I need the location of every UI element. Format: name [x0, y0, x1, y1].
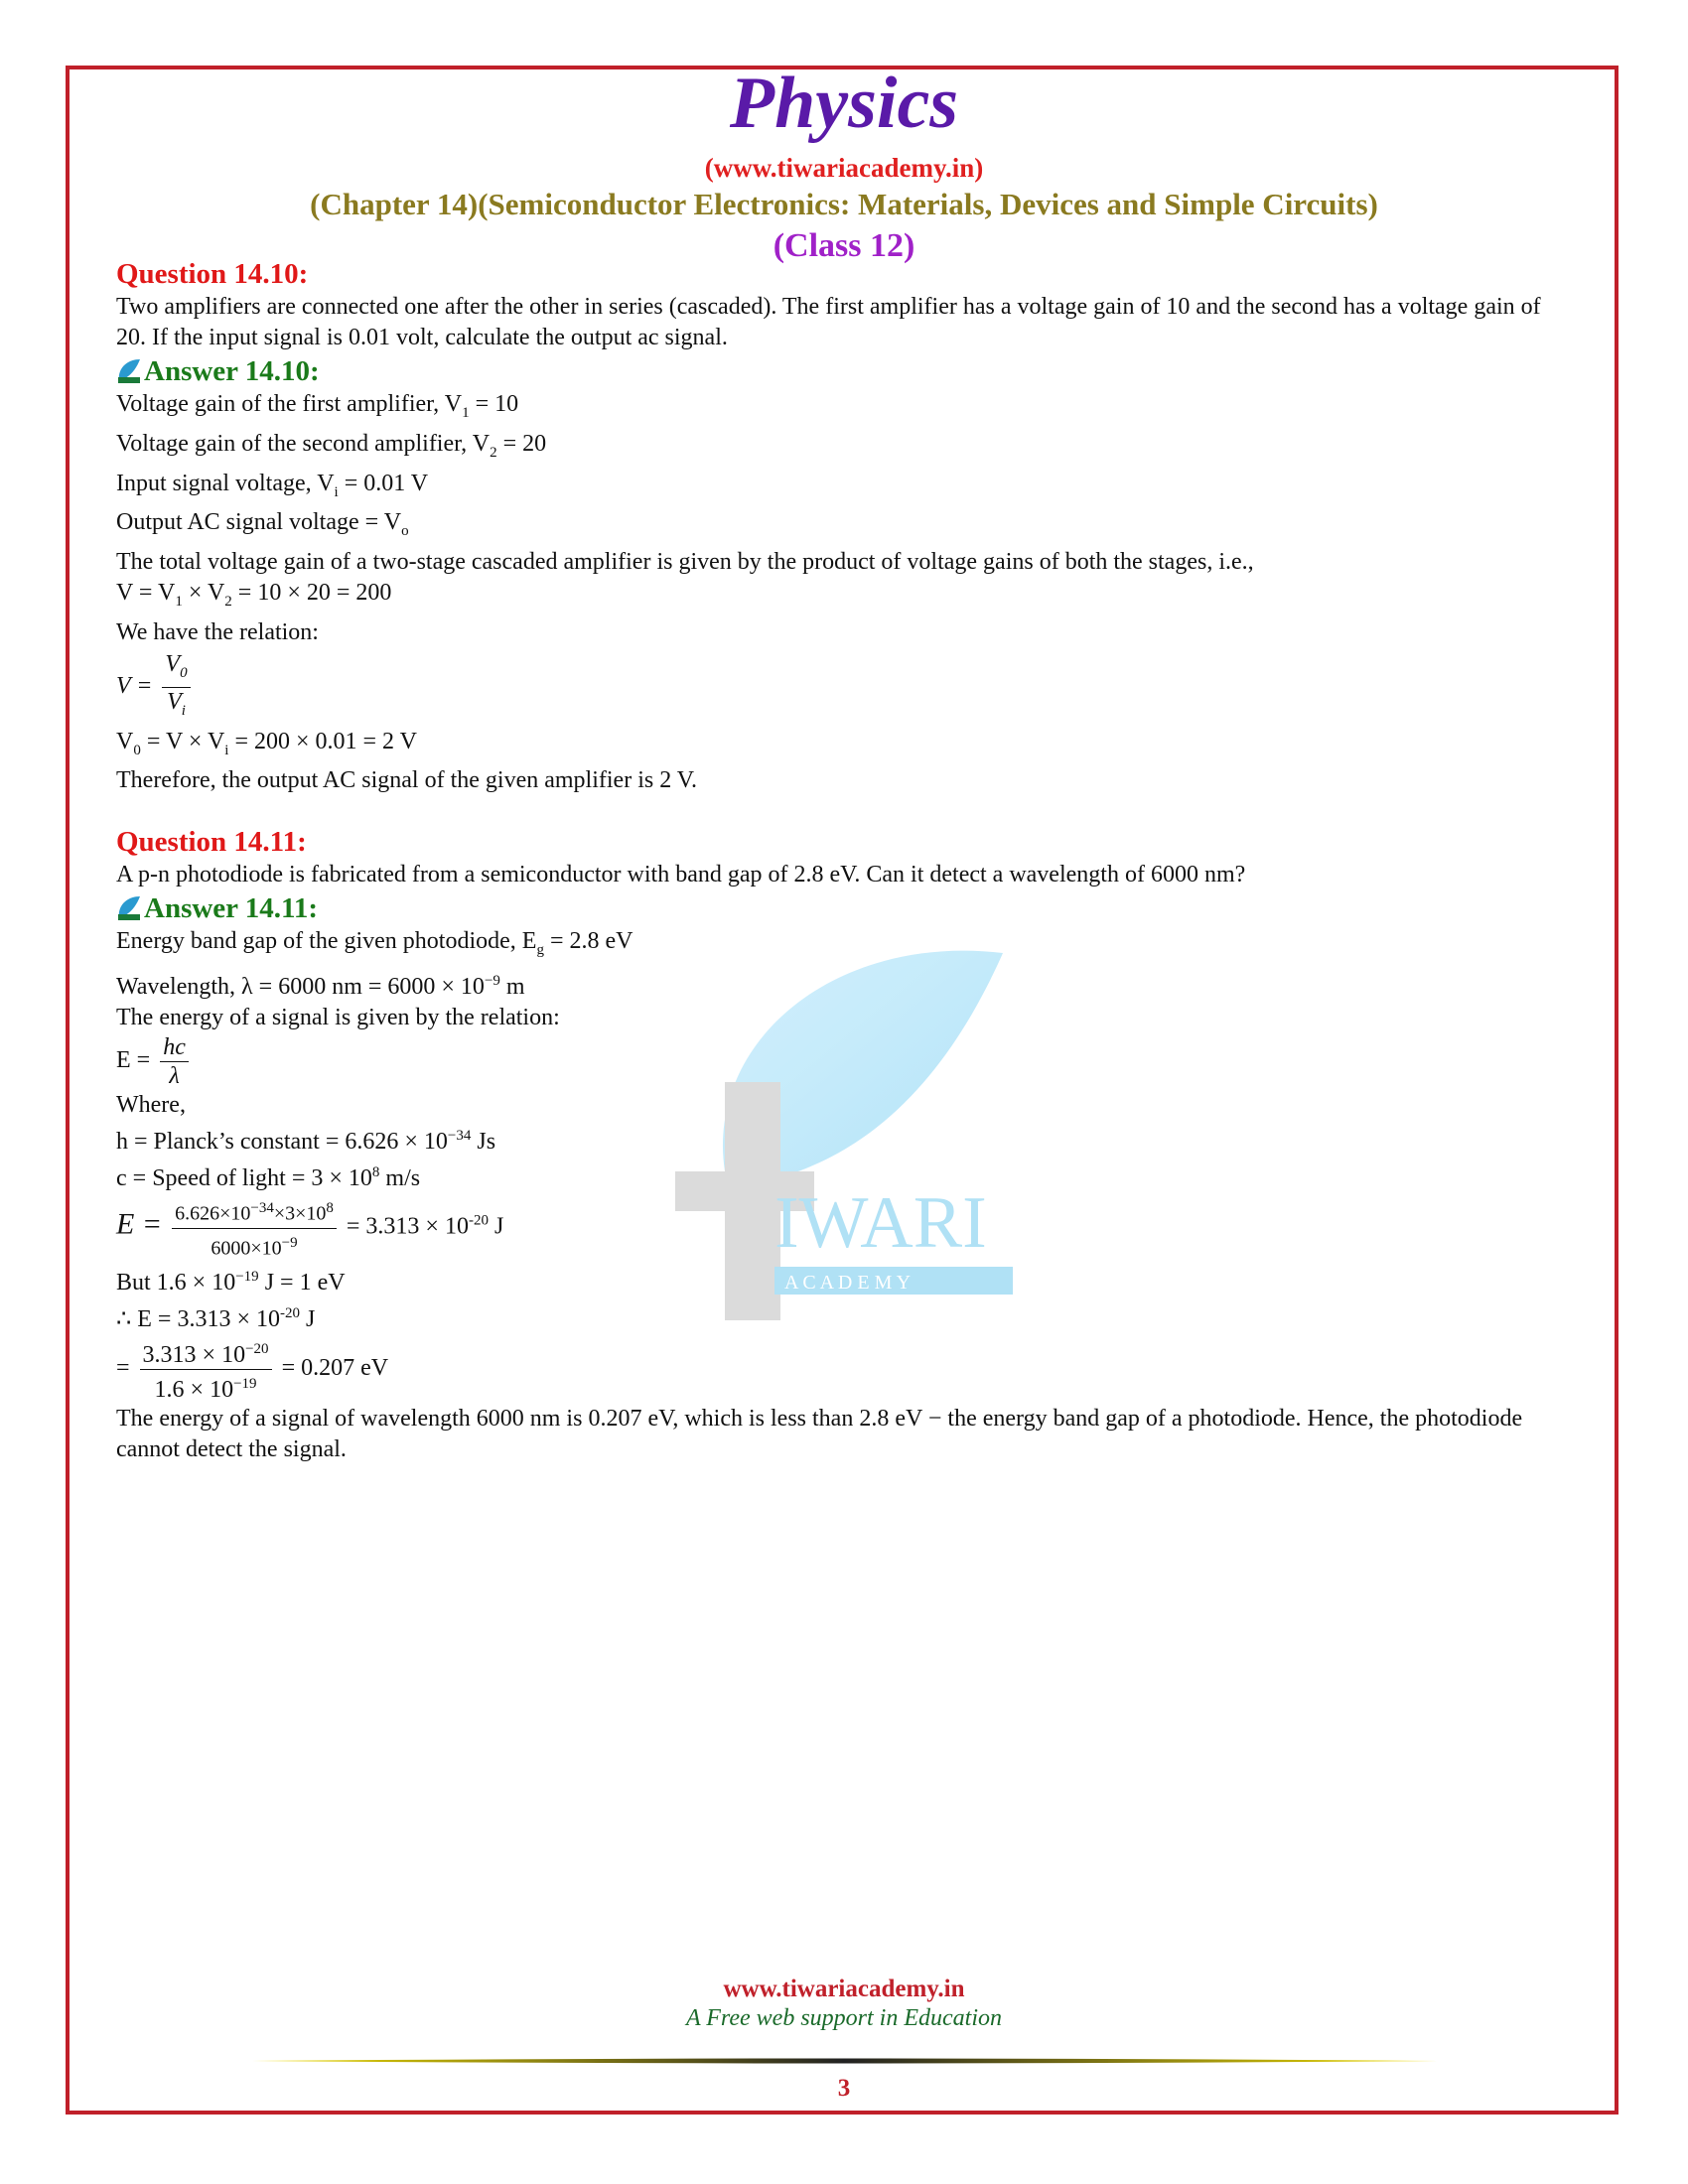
header-site: (www.tiwariacademy.in): [704, 153, 984, 183]
answer-line: The energy of a signal is given by the relation:: [116, 1005, 560, 1031]
watermark-word: IWARI: [774, 1182, 987, 1264]
answer-line: Input signal voltage, $V_i = 0.01$ V: [116, 470, 429, 500]
answer-heading-text: Answer 14.11:: [144, 892, 319, 925]
answer-conclusion: Therefore, the output AC signal of the given amplifier is 2 V.: [116, 767, 697, 794]
answer-line: h = Planck’s constant = $6.626 \times 10^{-34}$ Js: [116, 1128, 496, 1156]
leaf-logo-icon: [116, 894, 142, 922]
main-content: [116, 256, 1576, 1465]
answer-line: Energy band gap of the given photodiode, $E_g = 2.8$ eV: [116, 928, 633, 959]
answer-line: $V = V_1 \times V_2 = 10 \times 20 = 200$: [116, 580, 392, 610]
energy-formula: E = $\frac{hc}{\lambda}$: [116, 1033, 1576, 1090]
answer-line: Output AC signal voltage = $V_o$: [116, 509, 409, 540]
answer-heading-text: Answer 14.10:: [144, 355, 320, 387]
page-number: 3: [837, 2075, 851, 2102]
answer-line: c = Speed of light = $3 \times 10^8$ m/s: [116, 1164, 421, 1192]
leaf-logo-icon: [116, 357, 142, 385]
page-title: Physics: [729, 63, 959, 144]
ev-conversion: = $\frac{3.313 \times 10^{-20}}{1.6 \times 10^{-19}}$ = 0.207 eV: [116, 1335, 1576, 1404]
answer-line: ∴ $E = 3.313 \times 10^{-20}$ J: [116, 1305, 316, 1333]
gain-formula: V = $\frac{V_0}{V_i}$: [116, 650, 1576, 725]
answer-line: Voltage gain of the first amplifier, $V_1 = 10$: [116, 391, 519, 421]
energy-calculation: E = $\frac{6.626\times 10^{-34}\times 3\times 10^8}{6000\times 10^{-9}}$ = $3.313 \times 10^{-20}$ J: [116, 1194, 1576, 1262]
answer-line: Voltage gain of the second amplifier, $V_2 = 20$: [116, 430, 547, 461]
page-header: [0, 60, 1688, 268]
answer-line: We have the relation:: [116, 618, 319, 645]
answer-line: The total voltage gain of a two-stage cascaded amplifier is given by the product of voltage gains of both the stages, i.e.,: [116, 549, 1254, 576]
question-text: Two amplifiers are connected one after the other in series (cascaded). The first amplifier has a voltage gain of 10 and the second has a voltage gain of 20. If the input signal is 0.01 volt, calculate the output ac signal.: [116, 294, 1541, 350]
question-heading: Question 14.11:: [116, 826, 307, 859]
answer-line: But $1.6 \times 10^{-19}$ J = 1 eV: [116, 1269, 346, 1297]
watermark-sub: A C A D E M Y: [784, 1272, 912, 1294]
class-label: (Class 12): [773, 227, 915, 264]
question-heading: Question 14.10:: [116, 258, 309, 290]
footer-site-link[interactable]: www.tiwariacademy.in: [723, 1976, 965, 2002]
question-text: A p-n photodiode is fabricated from a semiconductor with band gap of 2.8 eV. Can it detect a wavelength of 6000 nm?: [116, 862, 1246, 888]
page-footer: [0, 1976, 1688, 2032]
answer-conclusion: The energy of a signal of wavelength 6000 nm is 0.207 eV, which is less than 2.8 eV − the energy band gap of a photodiode. Hence, the photodiode cannot detect the signal.: [116, 1406, 1523, 1463]
answer-heading: [116, 353, 1576, 389]
answer-line: Where,: [116, 1092, 186, 1119]
footer-tagline: A Free web support in Education: [686, 2005, 1002, 2031]
answer-heading: [116, 890, 1576, 926]
answer-line: $V_0 = V \times V_i = 200 \times 0.01 = 2$ V: [116, 728, 417, 758]
footer-divider: [250, 2058, 1438, 2064]
chapter-title: (Chapter 14)(Semiconductor Electronics: Materials, Devices and Simple Circuits): [310, 187, 1378, 221]
answer-line: Wavelength, λ = 6000 nm = $6000 \times 10^{-9}$ m: [116, 973, 525, 1001]
